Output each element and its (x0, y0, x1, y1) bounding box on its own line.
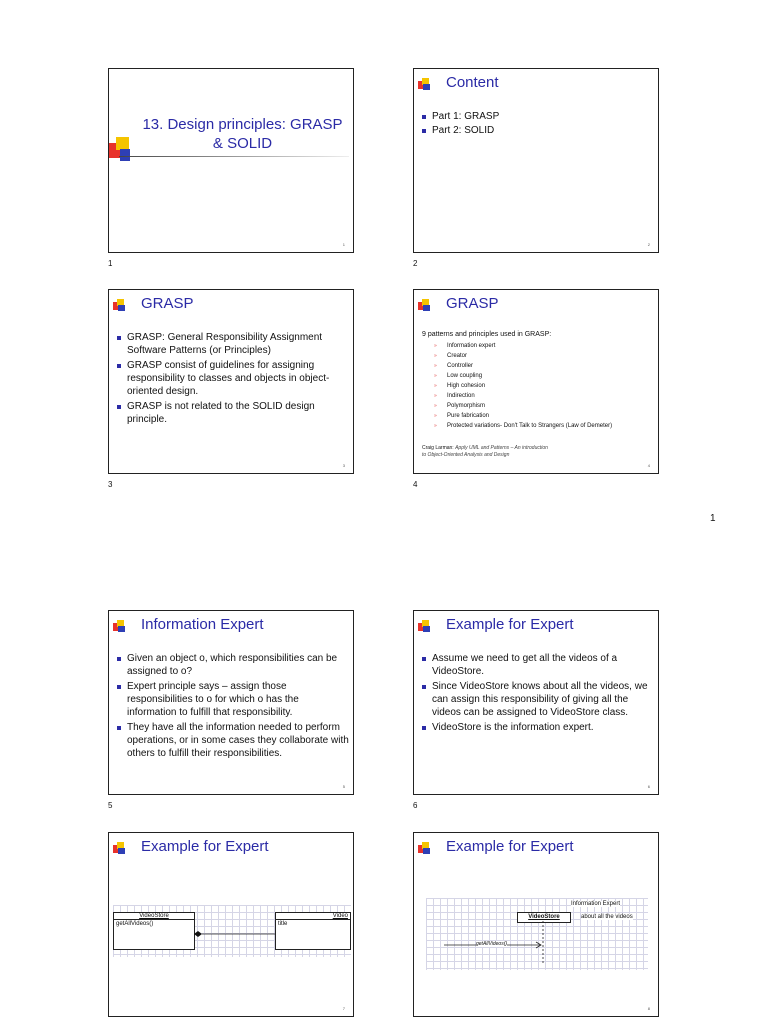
presentation-logo-icon (418, 842, 431, 855)
bullet-item: Assume we need to get all the videos of a VideoStore. (422, 652, 654, 678)
pattern-item: » Indirection (434, 391, 612, 401)
slide-5 (108, 610, 354, 795)
slide-label: 5 (108, 801, 113, 810)
slide-title: GRASP (446, 295, 499, 312)
presentation-logo-icon (418, 620, 431, 633)
pattern-list (434, 341, 612, 431)
slide-title: GRASP (141, 295, 194, 312)
uml-class-method: getAllVideos() (116, 921, 154, 927)
uml-class-name: Video (276, 913, 350, 920)
title-rule (119, 156, 349, 157)
presentation-logo-icon (418, 299, 431, 312)
pattern-item: » High cohesion (434, 381, 612, 391)
slide-title: Example for Expert (446, 838, 574, 855)
presentation-logo-icon (113, 842, 126, 855)
slide-7 (108, 832, 354, 1017)
slide-title: Information Expert (141, 616, 264, 633)
slide-4 (413, 289, 659, 474)
pattern-item: » Pure fabrication (434, 411, 612, 421)
presentation-logo-icon (113, 299, 126, 312)
slide-1 (108, 68, 354, 253)
bullet-list (422, 110, 499, 137)
bullet-item: VideoStore is the information expert. (422, 721, 654, 734)
presentation-logo-icon (109, 137, 135, 163)
bullet-item: Expert principle says – assign those responsibilities to o for which o has the information to fulfill that responsibility. (117, 680, 349, 719)
uml-class-video (275, 912, 351, 950)
bullet-item: Since VideoStore knows about all the videos, we can assign this responsibility of giving all the videos can be assigned to VideoStore class. (422, 680, 654, 719)
slide-number: 7 (342, 1006, 345, 1011)
slide-title: Content (446, 74, 499, 91)
slide-title: Example for Expert (141, 838, 269, 855)
slide-number: 1 (342, 242, 345, 247)
bullet-list (422, 652, 654, 736)
slide-6 (413, 610, 659, 795)
slide-number: 6 (647, 784, 650, 789)
slide-title: Example for Expert (446, 616, 574, 633)
citation (422, 445, 552, 459)
uml-class-name: VideoStore (114, 913, 194, 920)
slide-number: 8 (647, 1006, 650, 1011)
pattern-item: » Low coupling (434, 371, 612, 381)
slide-number: 2 (647, 242, 650, 247)
bullet-item: Part 2: SOLID (422, 124, 499, 138)
role-label: Information Expert (571, 901, 621, 907)
bullet-list (117, 652, 349, 762)
bullet-item: GRASP: General Responsibility Assignment Software Patterns (or Principles) (117, 331, 347, 357)
bullet-item: Part 1: GRASP (422, 110, 499, 124)
pattern-item: » Creator (434, 351, 612, 361)
slide-label: 4 (413, 480, 418, 489)
slide-label: 2 (413, 259, 418, 268)
bullet-item: GRASP is not related to the SOLID design principle. (117, 400, 347, 426)
presentation-logo-icon (418, 78, 431, 91)
slide-number: 4 (647, 463, 650, 468)
slide-8 (413, 832, 659, 1017)
message-label: getAllVideos() (476, 941, 508, 947)
bullet-item: Given an object o, which responsibilities can be assigned to o? (117, 652, 349, 678)
slide-number: 5 (342, 784, 345, 789)
uml-class-videostore (113, 912, 195, 950)
citation-book: Apply UML and Patterns – An introduction to Object-Oriented Analysis and Design (422, 445, 548, 458)
bullet-list (117, 331, 347, 428)
page-number: 1 (710, 513, 716, 524)
slide-label: 1 (108, 259, 113, 268)
expert-note: about all the videos (581, 914, 633, 920)
uml-class-attribute: title (278, 921, 288, 927)
citation-author: Craig Larman: (422, 445, 454, 451)
pattern-item: » Protected variations- Don't Talk to Strangers (Law of Demeter) (434, 421, 612, 431)
slide-number: 3 (342, 463, 345, 468)
slide-2 (413, 68, 659, 253)
sequence-object-videostore: VideoStore (517, 912, 571, 923)
slide-label: 6 (413, 801, 418, 810)
pattern-item: » Polymorphism (434, 401, 612, 411)
presentation-logo-icon (113, 620, 126, 633)
slide-title: 13. Design principles: GRASP & SOLID (142, 116, 343, 152)
pattern-item: » Controller (434, 361, 612, 371)
slide-3 (108, 289, 354, 474)
bullet-item: They have all the information needed to perform operations, or in some cases they collaborate with others to fulfill their responsibilities. (117, 721, 349, 760)
composition-association-line (193, 929, 277, 939)
intro-text: 9 patterns and principles used in GRASP: (422, 331, 552, 338)
bullet-item: GRASP consist of guidelines for assigning responsibility to classes and objects in object-oriented design. (117, 359, 347, 398)
pattern-item: » Information expert (434, 341, 612, 351)
slide-label: 3 (108, 480, 113, 489)
